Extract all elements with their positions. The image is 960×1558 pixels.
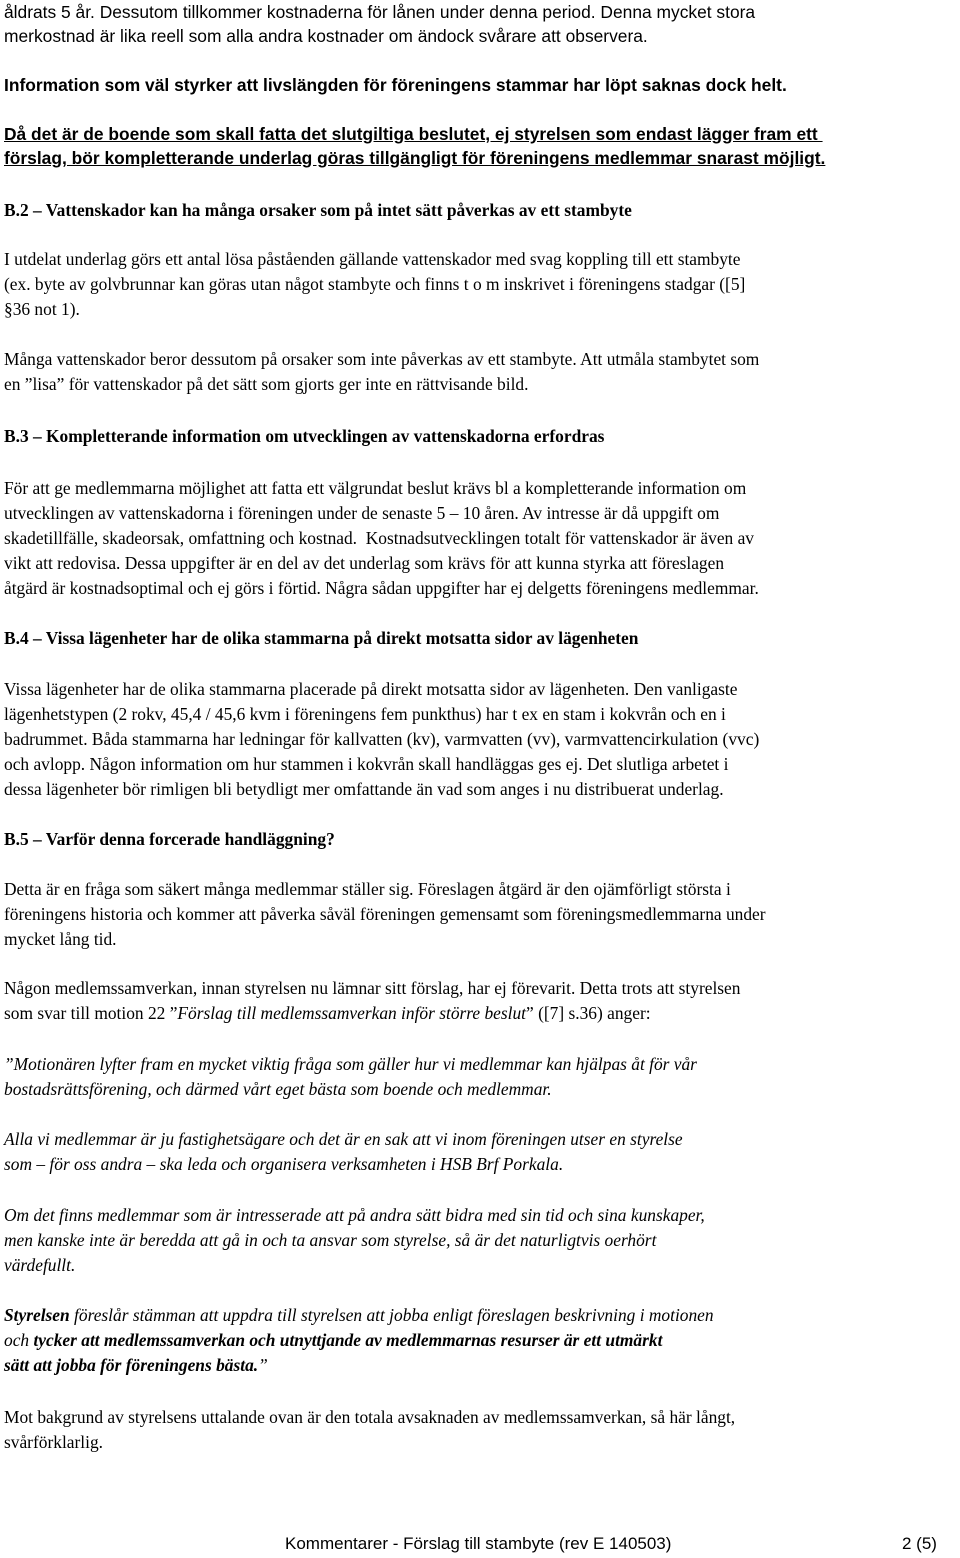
quote-3-line-1: Om det finns medlemmar som är intresserade att på andra sätt bidra med sin tid och sina kunskaper,: [4, 1205, 705, 1225]
footer-page-number: 2 (5): [902, 1534, 937, 1553]
section-heading-b3: B.3 – Kompletterande information om utvecklingen av vattenskadorna erfordras: [4, 426, 605, 446]
quote-4-line-2-bold: tycker att medlemssamverkan och utnyttjande av medlemmarnas resurser är ett utmärkt: [33, 1330, 663, 1350]
b3-paragraph-line-2: utvecklingen av vattenskadorna i föreningen under de senaste 5 – 10 åren. Av intresse är då uppgift om: [4, 503, 720, 523]
b2-paragraph-1-line-2: (ex. byte av golvbrunnar kan göras utan något stambyte och finns t o m inskrivet i föreningens stadgar ([5]: [4, 274, 746, 294]
quote-bold-styrelsen: Styrelsen: [4, 1305, 70, 1325]
b4-paragraph-line-3: badrummet. Båda stammarna har ledningar för kallvatten (kv), varmvatten (vv), varmvattencirkulation (vvc): [4, 729, 760, 749]
quote-3-line-3: värdefullt.: [4, 1255, 76, 1275]
quote-closing-mark: ”: [258, 1355, 268, 1375]
quote-4-line-3-bold: sätt att jobba för föreningens bästa.: [4, 1355, 259, 1375]
quote-4-line-2-start: och: [4, 1330, 34, 1350]
b2-paragraph-2-line-2: en ”lisa” för vattenskador på det sätt som gjorts ger inte en rättvisande bild.: [4, 374, 529, 394]
closing-line-2: svårförklarlig.: [4, 1432, 103, 1452]
motion-reference-suffix: ” ([7] s.36) anger:: [526, 1003, 651, 1023]
b5-paragraph-1-line-2: föreningens historia och kommer att påverka såväl föreningen gemensamt som föreningsmedlemmarna under: [4, 904, 766, 924]
b2-paragraph-1-line-1: I utdelat underlag görs ett antal lösa påståenden gällande vattenskador med svag koppling till ett stambyte: [4, 249, 741, 269]
quote-4-line-1: [4, 1303, 714, 1327]
b2-paragraph-2-line-1: Många vattenskador beror dessutom på orsaker som inte påverkas av ett stambyte. Att utmåla stambytet som: [4, 349, 760, 369]
b2-paragraph-1-line-3: §36 not 1).: [4, 299, 80, 319]
note-statement: Information som väl styrker att livslängden för föreningens stammar har löpt saknas dock helt.: [4, 75, 787, 95]
quote-2-line-1: Alla vi medlemmar är ju fastighetsägare och det är en sak att vi inom föreningen utser en styrelse: [4, 1129, 683, 1149]
b3-paragraph-line-4: vikt att redovisa. Dessa uppgifter är en del av det underlag som krävs för att kunna styrka att föreslagen: [4, 553, 725, 573]
quote-4-line-3: [4, 1353, 268, 1377]
section-heading-b5: B.5 – Varför denna forcerade handläggning?: [4, 829, 335, 849]
b3-paragraph-line-1: För att ge medlemmarna möjlighet att fatta ett välgrundat beslut krävs bl a kompletterande information om: [4, 478, 747, 498]
b4-paragraph-line-2: lägenhetstypen (2 rokv, 45,4 / 45,6 kvm i föreningens fem punkthus) har t ex en stam i kokvrån och en i: [4, 704, 726, 724]
footer-document-title: Kommentarer - Förslag till stambyte (rev E 140503): [285, 1534, 672, 1553]
b5-paragraph-1-line-1: Detta är en fråga som säkert många medlemmar ställer sig. Föreslagen åtgärd är den ojämförligt största i: [4, 879, 731, 899]
quote-4-line-1-rest: föreslår stämman att uppdra till styrelsen att jobba enligt föreslagen beskrivning i motionen: [69, 1305, 714, 1325]
note-request-line-1: Då det är de boende som skall fatta det slutgiltiga beslutet, ej styrelsen som endast lägger fram ett: [4, 124, 823, 144]
b5-paragraph-2-line-1: Någon medlemssamverkan, innan styrelsen nu lämnar sitt förslag, har ej förevarit. Detta trots att styrelsen: [4, 978, 741, 998]
motion-reference-prefix: som svar till motion 22 ”: [4, 1003, 178, 1023]
quote-1-line-2: bostadsrättsförening, och därmed vårt eget bästa som boende och medlemmar.: [4, 1079, 552, 1099]
intro-line-2: merkostnad är lika reell som alla andra kostnader om ändock svårare att observera.: [4, 26, 648, 46]
b5-paragraph-1-line-3: mycket lång tid.: [4, 929, 117, 949]
note-request-line-2: förslag, bör kompletterande underlag göras tillgängligt för föreningens medlemmar snarast möjligt.: [4, 148, 826, 168]
b4-paragraph-line-1: Vissa lägenheter har de olika stammarna placerade på direkt motsatta sidor av lägenheten. Den vanligaste: [4, 679, 738, 699]
page-footer: [0, 1533, 960, 1555]
b3-paragraph-line-3: skadetillfälle, skadeorsak, omfattning och kostnad. Kostnadsutvecklingen totalt för vattenskador är även av: [4, 528, 754, 548]
motion-title: Förslag till medlemssamverkan inför större beslut: [177, 1003, 527, 1023]
b5-paragraph-2-line-2: [4, 1001, 651, 1025]
section-heading-b2: B.2 – Vattenskador kan ha många orsaker som på intet sätt påverkas av ett stambyte: [4, 200, 632, 220]
b4-paragraph-line-4: och avlopp. Någon information om hur stammen i kokvrån skall handläggas ges ej. Det slutliga arbetet i: [4, 754, 729, 774]
quote-4-line-2: [4, 1328, 662, 1352]
quote-1-line-1: ”Motionären lyfter fram en mycket viktig fråga som gäller hur vi medlemmar kan hjälpas åt för vår: [4, 1054, 697, 1074]
b4-paragraph-line-5: dessa lägenheter bör rimligen bli betydligt mer omfattande än vad som anges i nu distribuerat underlag.: [4, 779, 724, 799]
quote-2-line-2: som – för oss andra – ska leda och organisera verksamheten i HSB Brf Porkala.: [4, 1154, 564, 1174]
b3-paragraph-line-5: åtgärd är kostnadsoptimal och ej görs i förtid. Några sådan uppgifter har ej delgetts föreningens medlemmar.: [4, 578, 759, 598]
section-heading-b4: B.4 – Vissa lägenheter har de olika stammarna på direkt motsatta sidor av lägenheten: [4, 628, 639, 648]
quote-3-line-2: men kanske inte är beredda att gå in och ta ansvar som styrelse, så är det naturligtvis oerhört: [4, 1230, 657, 1250]
intro-line-1: åldrats 5 år. Dessutom tillkommer kostnaderna för lånen under denna period. Denna mycket stora: [4, 2, 756, 22]
closing-line-1: Mot bakgrund av styrelsens uttalande ovan är den totala avsaknaden av medlemssamverkan, så här långt,: [4, 1407, 736, 1427]
